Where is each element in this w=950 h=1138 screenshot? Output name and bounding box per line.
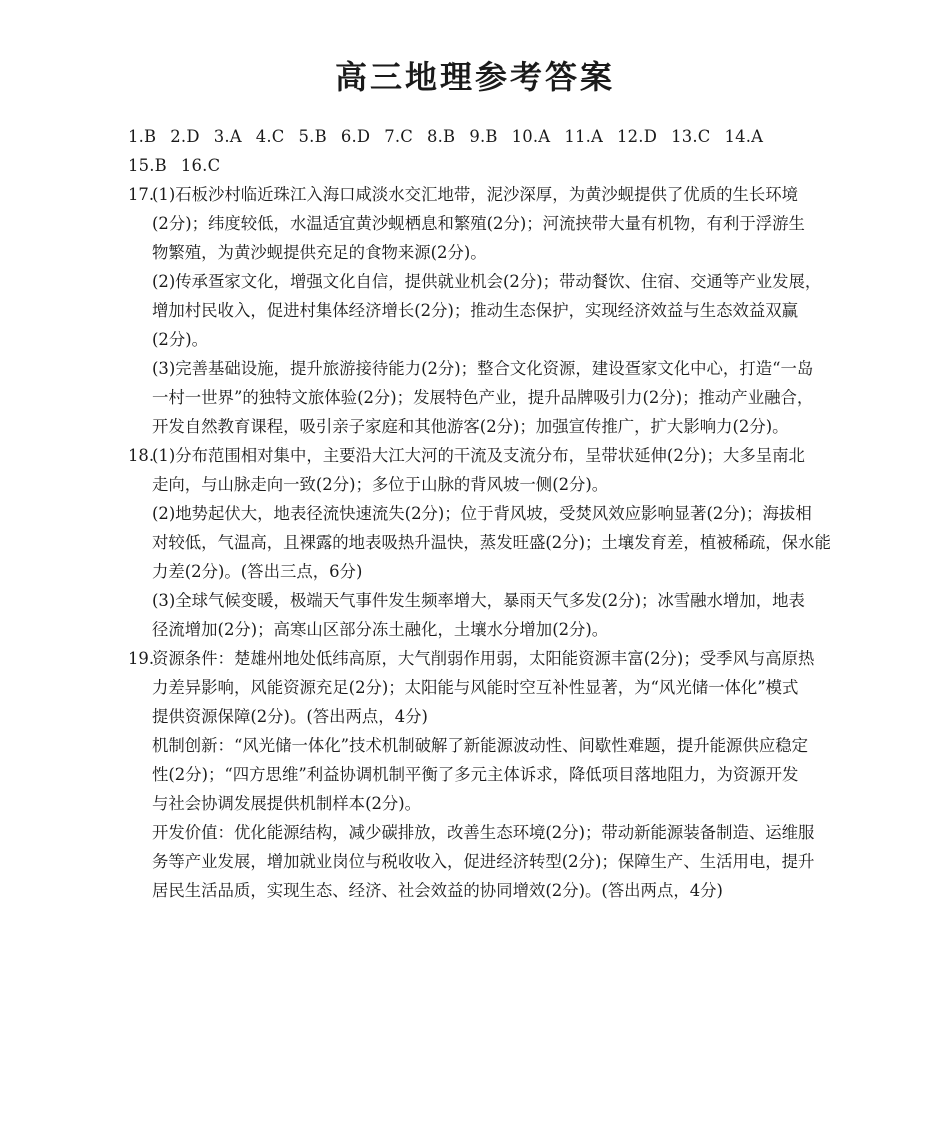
mcq-answer: 1.B	[128, 127, 157, 146]
answer-document	[128, 122, 831, 905]
q18-line: (2)地势起伏大，地表径流快速流失(2分)；位于背风坡，受焚风效应影响显著(2分)；海拔相	[152, 504, 812, 523]
q19-line: 力差异影响，风能资源充足(2分)；太阳能与风能时空互补性显著，为“风光储一体化”模式	[152, 678, 799, 697]
mcq-answer: 12.D	[617, 127, 658, 146]
page-title: 高三地理参考答案	[334, 58, 615, 96]
q17-line: 开发自然教育课程，吸引亲子家庭和其他游客(2分)；加强宣传推广，扩大影响力(2分)。	[152, 417, 789, 436]
q17-line: 物繁殖，为黄沙蚬提供充足的食物来源(2分)。	[152, 243, 487, 262]
q17-line	[128, 180, 828, 209]
q19-number: 19.	[128, 649, 155, 668]
mcq-answer: 13.C	[671, 127, 711, 146]
q18-line: 径流增加(2分)；高寒山区部分冻土融化，土壤水分增加(2分)。	[152, 620, 609, 639]
q17-line: 增加村民收入，促进村集体经济增长(2分)；推动生态保护，实现经济效益与生态效益双赢	[152, 301, 799, 320]
q17-line: (2分)。	[152, 330, 208, 349]
mcq-answer: 11.A	[564, 127, 604, 146]
q19-line: 务等产业发展，增加就业岗位与税收收入，促进经济转型(2分)；保障生产、生活用电，提升	[152, 852, 815, 871]
q17-line: 一村一世界”的独特文旅体验(2分)；发展特色产业，提升品牌吸引力(2分)；推动产业融合，	[152, 388, 814, 407]
mcq-answer: 8.B	[427, 127, 456, 146]
mcq-answer: 7.C	[384, 127, 414, 146]
q19-line: 机制创新：“风光储一体化”技术机制破解了新能源波动性、间歇性难题，提升能源供应稳定	[152, 736, 808, 755]
q19-line: 居民生活品质，实现生态、经济、社会效益的协同增效(2分)。(答出两点，4分)	[152, 881, 723, 900]
mcq-answer: 14.A	[724, 127, 764, 146]
q18-line: 走向，与山脉走向一致(2分)；多位于山脉的背风坡一侧(2分)。	[152, 475, 609, 494]
mcq-answer: 15.B	[128, 156, 167, 175]
q17-line: (3)完善基础设施，提升旅游接待能力(2分)；整合文化资源，建设疍家文化中心，打造“一岛	[152, 359, 814, 378]
q18-line: (3)全球气候变暖，极端天气事件发生频率增大，暴雨天气多发(2分)；冰雪融水增加，地表	[152, 591, 805, 610]
q18-text: (1)分布范围相对集中，主要沿大江大河的干流及支流分布，呈带状延伸(2分)；大多呈南北	[152, 446, 805, 465]
mcq-answer: 6.D	[340, 127, 371, 146]
mcq-answer: 2.D	[170, 127, 200, 146]
q18-line: 对较低，气温高，且裸露的地表吸热升温快，蒸发旺盛(2分)；土壤发育差，植被稀疏，保水能	[152, 533, 831, 552]
q18-line	[128, 441, 828, 470]
q17-number: 17.	[128, 185, 155, 204]
mcq-answer: 9.B	[469, 127, 498, 146]
mcq-answer: 4.C	[255, 127, 285, 146]
mcq-answers-line-2	[128, 151, 828, 180]
q18-number: 18.	[128, 446, 155, 465]
mcq-answer: 5.B	[298, 127, 327, 146]
q17-line: (2)传承疍家文化，增强文化自信，提供就业机会(2分)；带动餐饮、住宿、交通等产业发展，	[152, 272, 822, 291]
q19-line	[128, 644, 828, 673]
mcq-answers-line-1	[128, 122, 828, 151]
q17-text: (1)石板沙村临近珠江入海口咸淡水交汇地带，泥沙深厚，为黄沙蚬提供了优质的生长环境	[152, 185, 799, 204]
q19-line: 性(2分)；“四方思维”利益协调机制平衡了多元主体诉求，降低项目落地阻力，为资源开发	[152, 765, 799, 784]
q18-line: 力差(2分)。(答出三点，6分)	[152, 562, 363, 581]
mcq-answer: 10.A	[511, 127, 551, 146]
q17-line: (2分)；纬度较低，水温适宜黄沙蚬栖息和繁殖(2分)；河流挟带大量有机物，有利于浮游生	[152, 214, 805, 233]
q19-line: 开发价值：优化能源结构，减少碳排放，改善生态环境(2分)；带动新能源装备制造、运维服	[152, 823, 815, 842]
mcq-answer: 3.A	[213, 127, 242, 146]
q19-line: 与社会协调发展提供机制样本(2分)。	[152, 794, 422, 813]
q19-text: 资源条件：楚雄州地处低纬高原，大气削弱作用弱，太阳能资源丰富(2分)；受季风与高原热	[152, 649, 815, 668]
mcq-answer: 16.C	[180, 156, 221, 175]
q19-line: 提供资源保障(2分)。(答出两点，4分)	[152, 707, 428, 726]
